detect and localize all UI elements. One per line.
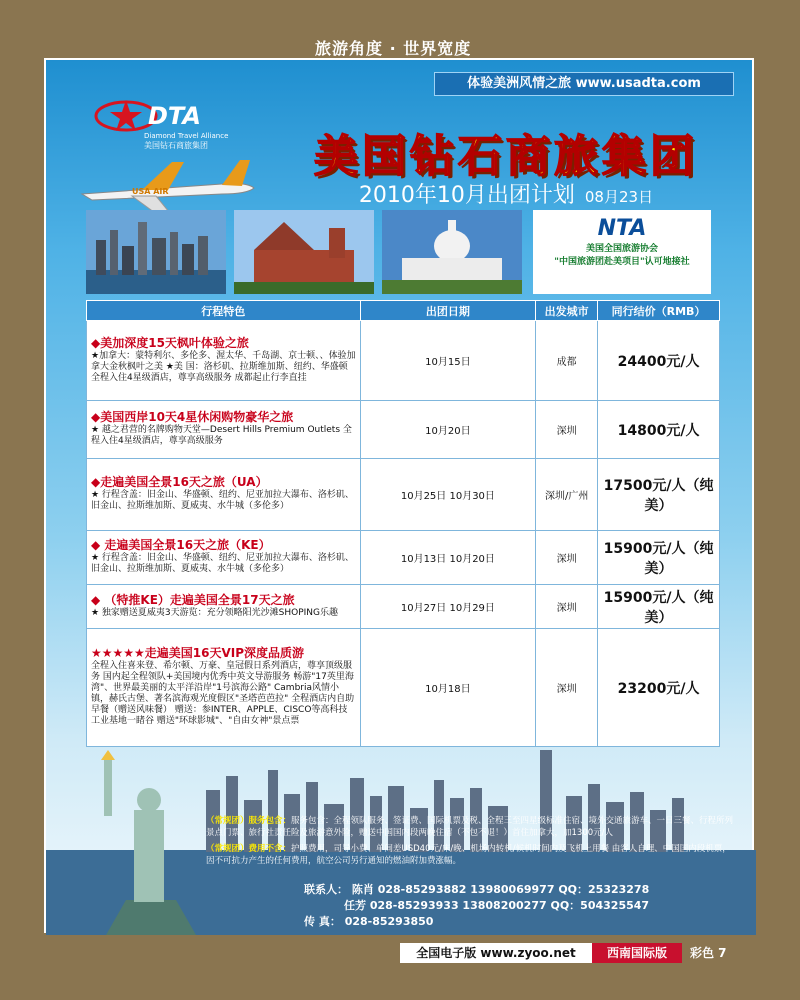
tour-dates: 10月15日 (360, 321, 536, 401)
tour-city: 成都 (536, 321, 598, 401)
footer-site[interactable]: 全国电子版 www.zyoo.net (400, 943, 592, 963)
contact-row-2 (304, 898, 744, 914)
tour-desc: ★ 行程含盖：旧金山、华盛顿、纽约、尼亚加拉大瀑布、洛杉矶、旧金山、拉斯维加斯、夏威夷、水牛城（多伦多） (91, 490, 354, 511)
company-title: 美国钻石商旅集团 (314, 131, 698, 182)
contact-row-1 (304, 882, 744, 898)
table-header-row (87, 301, 720, 321)
contact-row-fax (304, 914, 744, 930)
tour-desc: ★加拿大：蒙特利尔、多伦多、渥太华、千岛湖、京士顿、、体验加拿大金秋枫叶之美 ★美 国：洛杉矶、拉斯维加斯、纽约、华盛顿 全程入住4星级酒店，尊享高级服务 成都起止行李直挂 (91, 350, 356, 383)
contact-name: 任芳 (344, 899, 366, 912)
plan-subtitle (276, 178, 736, 209)
service-excluded-text: 护照费用，司导小费、单间差USD40元/床/晚、机场内转机/候机时间内及飞机上用餐 由客人自理、中国国内段机票，因不可抗力产生的任何费用，航空公司另行通知的燃油附加费涨幅。 (206, 844, 731, 866)
top-bar (0, 0, 800, 58)
tour-price: 17500元/人（纯美） (598, 459, 720, 531)
contact-label: 联系人： (304, 883, 348, 896)
fax-number[interactable]: 028-85293850 (344, 915, 434, 928)
plane-text: USA AIR (132, 187, 169, 196)
col-header-dates: 出团日期 (360, 301, 536, 321)
nta-brand: NTA (597, 216, 647, 241)
service-included (206, 815, 736, 839)
contact-phone[interactable]: 028-85293933 13808200277 (369, 899, 547, 912)
col-header-price: 同行结价（RMB） (598, 301, 720, 321)
tour-city: 深圳 (536, 401, 598, 459)
tour-price: 24400元/人 (598, 321, 720, 401)
contact-block (304, 882, 744, 930)
nta-line1: 美国全国旅游协会 (585, 244, 658, 254)
tour-table (86, 300, 720, 747)
service-info (206, 815, 736, 867)
tour-dates: 10月18日 (360, 629, 536, 747)
fax-label: 传 真： (304, 915, 341, 928)
ad-panel (44, 58, 754, 933)
table-row[interactable] (87, 459, 720, 531)
tour-dates: 10月25日 10月30日 (360, 459, 536, 531)
tour-price: 15900元/人（纯美） (598, 531, 720, 585)
tour-cell (87, 459, 361, 531)
tour-desc: 全程入住喜来登、希尔顿、万豪、皇冠假日系列酒店，尊享顶级服务 国内起全程领队+美国境内优秀中英文导游服务 畅游"17英里海湾"、世界最美丽的太平洋沿岸"1号滨海公路" Cambria风情小镇，赫氏古堡、著名滨海观光度假区"圣塔芭芭拉" 全程酒店内自助早餐（赠送风味餐） 赠送：参INTER、APPLE、CISCO等高科技工业基地一睹谷 赠送"环球影城"、"自由女神"景点票 (91, 661, 355, 726)
tour-name: ★★★★★走遍美国16天VIP深度品质游 (91, 646, 305, 660)
tour-dates: 10月13日 10月20日 (360, 531, 536, 585)
contact-name: 陈肖 (351, 883, 374, 896)
dta-logo (92, 90, 229, 160)
tour-cell (87, 321, 361, 401)
footer-edition: 西南国际版 (592, 943, 682, 963)
tour-name: ◆美国西岸10天4星休闲购物豪华之旅 (91, 410, 294, 424)
tour-desc: ★ 越之君营的名牌购物天堂—Desert Hills Premium Outlets 全程入住4星级酒店，尊享高级服务 (91, 425, 352, 446)
tour-price: 23200元/人 (598, 629, 720, 747)
tour-city: 深圳 (536, 585, 598, 629)
col-header-city: 出发城市 (536, 301, 598, 321)
tour-name: ◆ 走遍美国全景16天之旅（KE） (91, 538, 271, 552)
logo-text: DTA (148, 102, 202, 130)
footer-page: 彩色 7 (690, 946, 727, 960)
plan-title: 2010年10月出团计划 (358, 183, 575, 208)
tour-desc: ★ 独家赠送夏威夷3天游览：充分领略阳光沙滩SHOPING乐趣 (91, 607, 339, 618)
nta-badge (533, 210, 711, 294)
table-row[interactable] (87, 401, 720, 459)
tour-dates: 10月27日 10月29日 (360, 585, 536, 629)
tour-city: 深圳 (536, 629, 598, 747)
capitol-building-photo (382, 210, 522, 294)
table-row[interactable] (87, 531, 720, 585)
website-banner[interactable]: 体验美洲风情之旅 www.usadta.com (434, 72, 734, 96)
tour-city: 深圳 (536, 531, 598, 585)
campus-building-photo (234, 210, 374, 294)
tour-desc: ★ 行程含盖：旧金山、华盛顿、纽约、尼亚加拉大瀑布、洛杉矶、旧金山、拉斯维加斯、夏威夷、水牛城（多伦多） (91, 553, 354, 574)
contact-qq[interactable]: QQ：25323278 (558, 883, 650, 896)
tour-cell (87, 585, 361, 629)
col-header-features: 行程特色 (87, 301, 361, 321)
nta-line2: "中国旅游团赴美项目"认可地接社 (554, 257, 690, 267)
tour-price: 15900元/人（纯美） (598, 585, 720, 629)
service-included-label: （常规团）服务包含： (206, 816, 292, 826)
tour-cell (87, 401, 361, 459)
photo-strip (86, 210, 726, 294)
service-excluded (206, 843, 736, 867)
logo-sub: Diamond Travel Alliance (144, 132, 229, 140)
contact-qq[interactable]: QQ：504325547 (550, 899, 650, 912)
table-row[interactable] (87, 629, 720, 747)
tour-dates: 10月20日 (360, 401, 536, 459)
logo-cn: 美国钻石商旅集团 (144, 141, 208, 150)
contact-phone[interactable]: 028-85293882 13980069977 (377, 883, 555, 896)
table-row[interactable] (87, 321, 720, 401)
slogan: 旅游角度 · 世界宽度 (315, 39, 472, 58)
tour-name: ◆美加深度15天枫叶体验之旅 (91, 335, 249, 350)
new-york-skyline-photo (86, 210, 226, 294)
plan-date: 08月23日 (584, 188, 654, 206)
tour-price: 14800元/人 (598, 401, 720, 459)
service-excluded-label: （常规团）费用不含： (206, 844, 292, 854)
tour-name: ◆走遍美国全景16天之旅（UA） (91, 475, 268, 489)
tour-name: ◆ （特推KE）走遍美国全景17天之旅 (91, 592, 295, 607)
tour-cell (87, 531, 361, 585)
tour-city: 深圳/广州 (536, 459, 598, 531)
tour-cell (87, 629, 361, 747)
table-row[interactable] (87, 585, 720, 629)
service-included-text: 服务包含：全程领队服务、签证费、国际机票及税、全程三至四星级标准住宿、境外交通旅游车、一日三餐、行程所列景点门票、旅行社责任险及旅游意外险，赠送中国国内段两晚住宿（不包不退！）首住加拿大，加1300元/人 (206, 816, 734, 838)
